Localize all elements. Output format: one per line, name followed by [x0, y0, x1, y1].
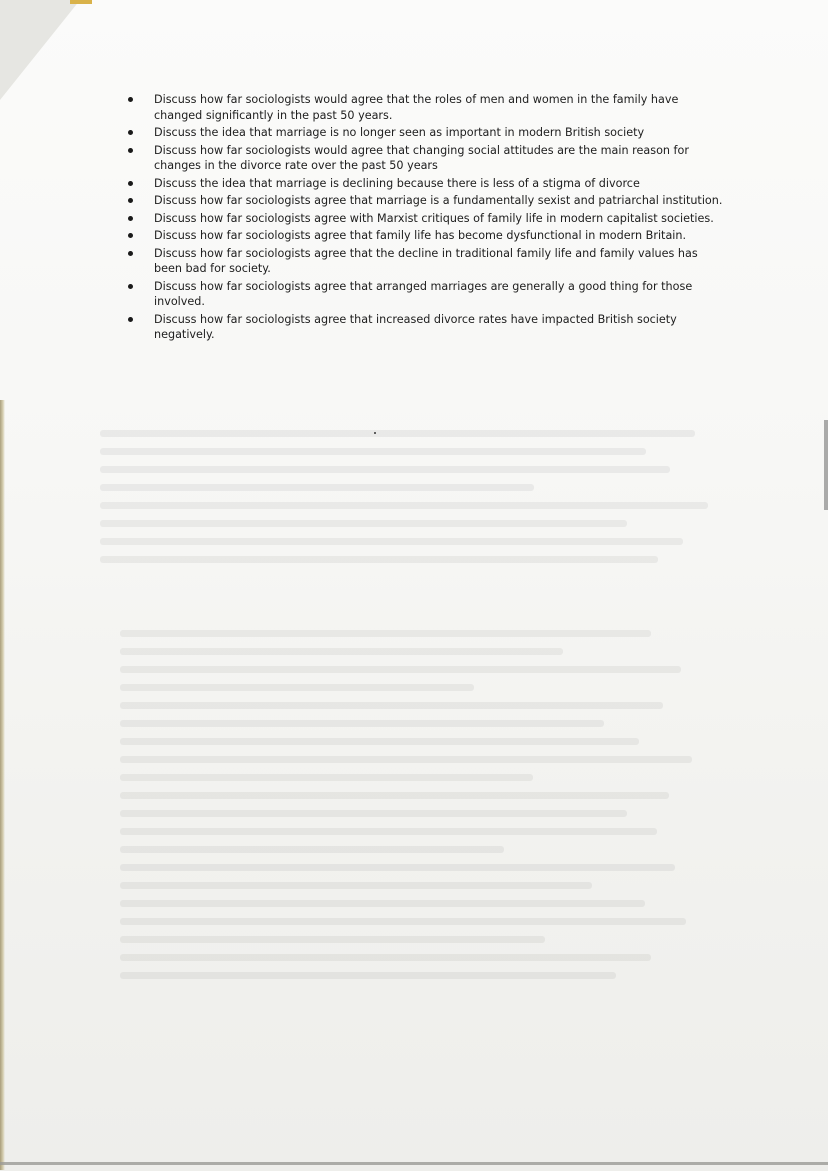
list-item	[128, 143, 728, 174]
question-text: Discuss how far sociologists agree that the decline in traditional family life and family values has been bad for society.	[154, 246, 698, 275]
list-item	[128, 176, 728, 192]
bullet-icon	[128, 317, 133, 322]
question-text: Discuss the idea that marriage is declining because there is less of a stigma of divorce	[154, 176, 640, 190]
question-text: Discuss how far sociologists would agree that the roles of men and women in the family have changed significantly in the past 50 years.	[154, 93, 679, 122]
left-binding-shadow	[0, 400, 5, 1170]
question-text: Discuss the idea that marriage is no longer seen as important in modern British society	[154, 126, 645, 139]
page-corner-fold	[0, 0, 80, 100]
list-item	[128, 211, 728, 227]
bullet-icon	[128, 97, 133, 102]
bullet-icon	[128, 216, 133, 221]
question-text: Discuss how far sociologists agree with Marxist critiques of family life in modern capitalist societies.	[154, 211, 714, 225]
bullet-icon	[128, 251, 133, 256]
bullet-icon	[128, 198, 133, 203]
list-item	[128, 193, 728, 209]
top-edge-mark	[70, 0, 92, 4]
list-item	[128, 125, 728, 141]
bullet-icon	[128, 181, 133, 186]
essay-question-list	[128, 92, 728, 343]
bullet-icon	[128, 148, 133, 153]
bottom-edge-shadow	[0, 1162, 828, 1165]
list-item	[128, 228, 728, 244]
bullet-icon	[128, 284, 133, 289]
bullet-icon	[128, 130, 133, 135]
question-text: Discuss how far sociologists agree that increased divorce rates have impacted British society negatively.	[154, 312, 677, 341]
list-item	[128, 246, 728, 277]
bullet-icon	[128, 233, 133, 238]
question-text: Discuss how far sociologists agree that arranged marriages are generally a good thing for those involved.	[154, 279, 693, 308]
list-item	[128, 312, 728, 343]
question-text: Discuss how far sociologists agree that marriage is a fundamentally sexist and patriarchal institution.	[154, 194, 723, 207]
right-edge-shadow	[824, 420, 828, 510]
show-through-text-block-1	[100, 430, 720, 574]
show-through-text-block-2	[120, 630, 710, 990]
question-text: Discuss how far sociologists agree that family life has become dysfunctional in modern Britain.	[154, 229, 687, 242]
stray-ink-dot	[374, 432, 376, 434]
question-list-container	[128, 92, 728, 345]
question-text: Discuss how far sociologists would agree that changing social attitudes are the main reason for changes in the divorce rate over the past 50 years	[154, 143, 689, 172]
list-item	[128, 92, 728, 123]
list-item	[128, 279, 728, 310]
